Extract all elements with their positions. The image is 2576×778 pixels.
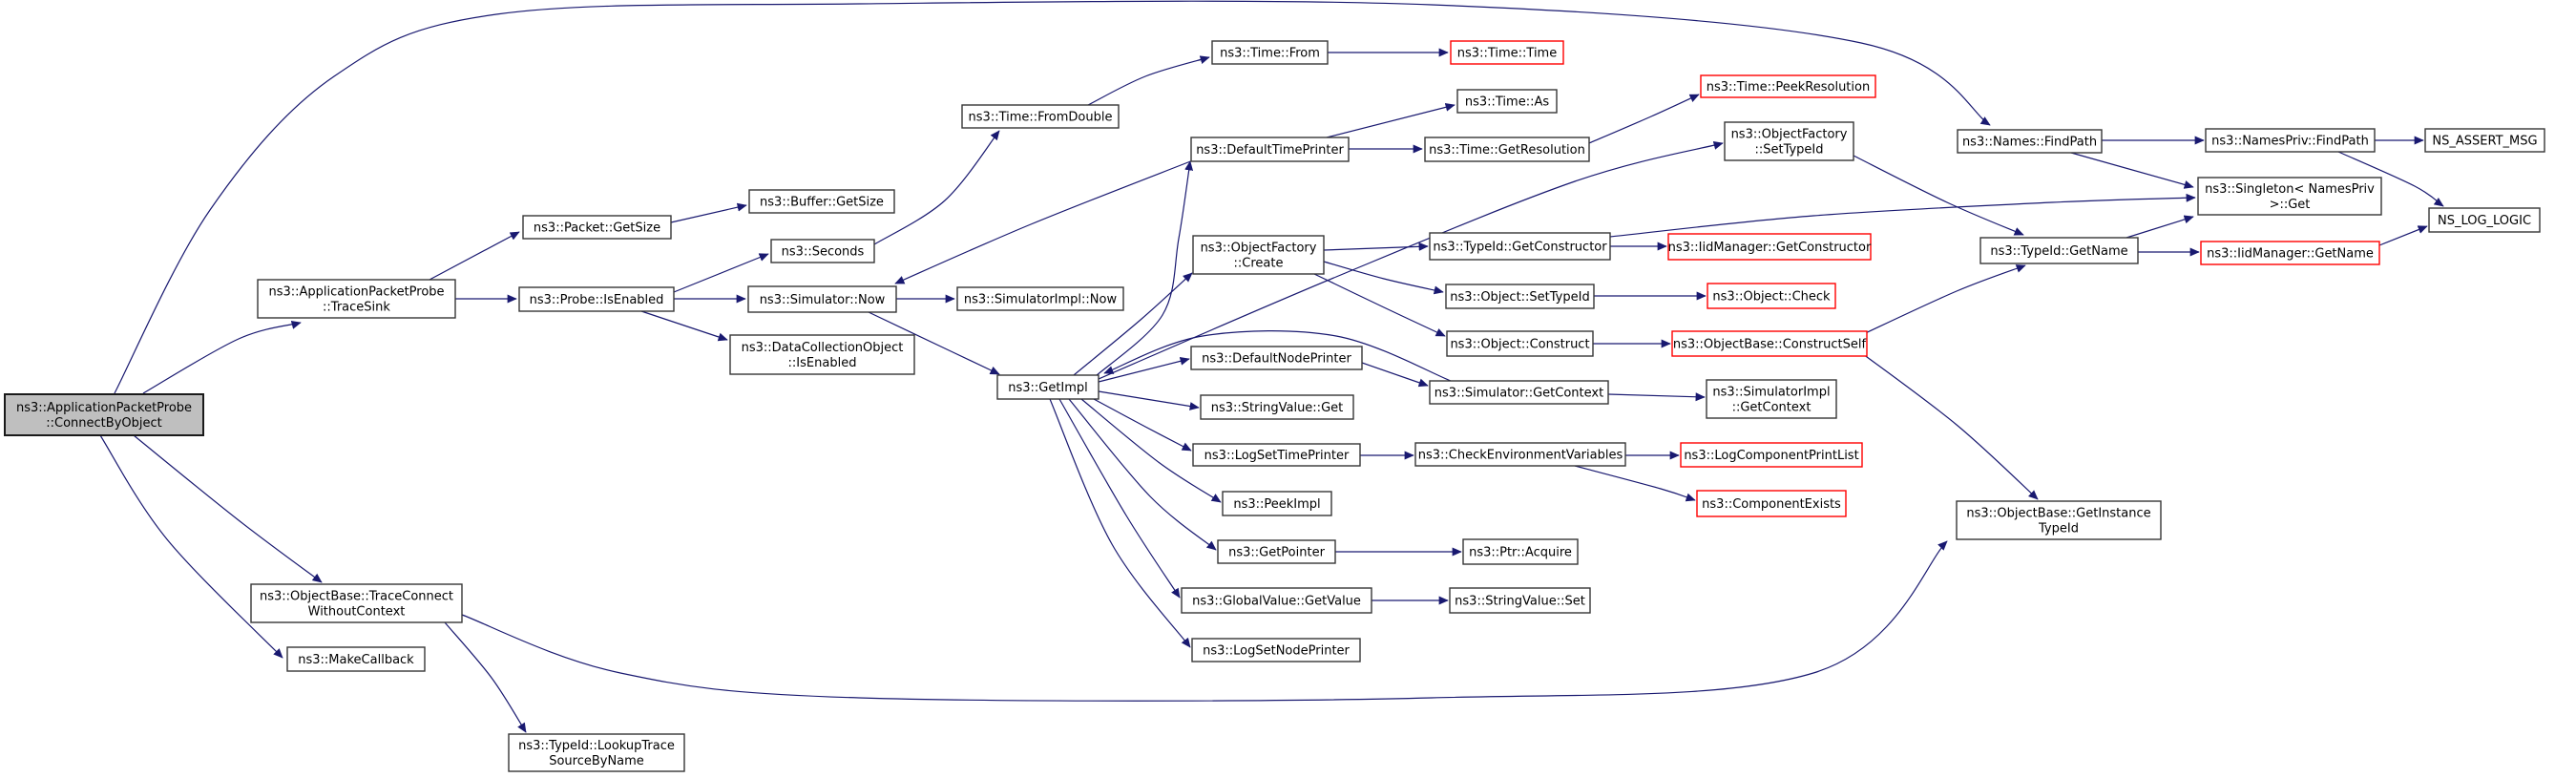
- node-label: ns3::Names::FindPath: [1961, 135, 2098, 150]
- node-label: ns3::DefaultNodePrinter: [1202, 351, 1351, 367]
- node-time-get-resolution[interactable]: [1425, 137, 1589, 161]
- edge-get-impl-to-default-time-printer: [1096, 161, 1190, 376]
- node-label: >::Get: [2269, 198, 2311, 212]
- node-label: ns3::SimulatorImpl::Now: [963, 292, 1118, 307]
- node-component-exists[interactable]: [1697, 491, 1846, 516]
- node-label: ns3::IidManager::GetName: [2207, 246, 2374, 262]
- node-object-check[interactable]: [1707, 284, 1835, 308]
- node-type-id-get-constructor[interactable]: [1430, 233, 1610, 260]
- node-label: ns3::Object::SetTypeId: [1450, 290, 1590, 305]
- edge-probe-is-enabled-to-data-collection-object-is-enabled: [641, 311, 727, 340]
- edge-iid-manager-get-name-to-ns-log-logic: [2379, 226, 2427, 245]
- edge-names-find-path-to-singleton-names-priv-get: [2071, 153, 2193, 187]
- node-time-from[interactable]: [1212, 41, 1328, 64]
- node-ns-assert-msg[interactable]: [2425, 129, 2545, 152]
- node-label: ns3::DefaultTimePrinter: [1196, 143, 1344, 158]
- node-object-base-construct-self[interactable]: [1672, 331, 1867, 356]
- node-label: ns3::Simulator::GetContext: [1434, 386, 1604, 401]
- node-time-time[interactable]: [1451, 41, 1563, 64]
- node-trace-sink[interactable]: [258, 280, 455, 318]
- node-label: ns3::NamesPriv::FindPath: [2211, 134, 2369, 149]
- node-label: ns3::Singleton< NamesPriv: [2205, 182, 2375, 197]
- node-label: ns3::Time::As: [1464, 95, 1550, 110]
- node-label: ns3::Object::Check: [1712, 289, 1831, 305]
- node-label: ns3::ObjectFactory: [1730, 127, 1848, 142]
- node-names-priv-find-path[interactable]: [2206, 129, 2375, 152]
- edge-get-impl-to-global-value-get-value: [1059, 399, 1180, 598]
- node-label: ns3::Ptr::Acquire: [1469, 545, 1572, 560]
- edge-get-impl-to-log-set-node-printer: [1050, 399, 1190, 647]
- edge-object-factory-set-type-id-to-type-id-get-name: [1853, 156, 2023, 235]
- node-make-callback[interactable]: [287, 647, 425, 671]
- edge-trace-connect-without-context-to-object-base-get-instance-type-id: [462, 541, 1947, 701]
- node-connect-by-object[interactable]: [5, 394, 203, 435]
- node-label: ns3::ObjectBase::ConstructSelf: [1672, 337, 1867, 352]
- edge-connect-by-object-to-make-callback: [100, 435, 283, 658]
- node-label: TypeId: [2039, 521, 2079, 536]
- node-label: ns3::Time::PeekResolution: [1706, 80, 1871, 95]
- node-get-pointer[interactable]: [1218, 540, 1335, 563]
- node-get-impl[interactable]: [997, 375, 1099, 399]
- node-label: ::ConnectByObject: [46, 416, 162, 431]
- node-peek-impl[interactable]: [1223, 492, 1331, 515]
- node-label: ns3::CheckEnvironmentVariables: [1417, 448, 1623, 463]
- node-time-as[interactable]: [1457, 90, 1557, 113]
- node-time-peek-resolution[interactable]: [1701, 75, 1875, 97]
- node-label: ns3::GetPointer: [1228, 545, 1325, 560]
- node-label: ns3::DataCollectionObject: [741, 341, 904, 355]
- node-label: ::Create: [1233, 256, 1284, 271]
- node-probe-is-enabled[interactable]: [519, 287, 674, 311]
- node-label: ns3::PeekImpl: [1233, 497, 1321, 512]
- node-label: ::SetTypeId: [1754, 142, 1824, 158]
- node-label: ns3::Simulator::Now: [759, 293, 886, 307]
- node-label: ns3::StringValue::Set: [1455, 594, 1585, 609]
- node-label: ns3::LogSetTimePrinter: [1204, 449, 1350, 463]
- node-simulator-impl-now[interactable]: [957, 287, 1123, 310]
- node-time-from-double[interactable]: [962, 105, 1119, 128]
- node-object-factory-set-type-id[interactable]: [1725, 122, 1853, 160]
- edge-get-impl-to-get-pointer: [1069, 399, 1216, 550]
- edge-seconds-to-time-from-double: [874, 131, 999, 244]
- node-label: ns3::LogComponentPrintList: [1684, 449, 1859, 463]
- node-label: ns3::Time::GetResolution: [1429, 143, 1585, 158]
- node-names-find-path[interactable]: [1958, 130, 2102, 153]
- node-string-value-set[interactable]: [1450, 588, 1590, 613]
- node-label: ns3::ComponentExists: [1702, 497, 1841, 512]
- node-default-time-printer[interactable]: [1191, 137, 1349, 161]
- node-log-set-node-printer[interactable]: [1192, 639, 1360, 662]
- edge-object-base-construct-self-to-type-id-get-name: [1859, 265, 2025, 336]
- node-log-set-time-printer[interactable]: [1193, 444, 1360, 466]
- node-label: ns3::Seconds: [781, 244, 865, 260]
- node-packet-get-size[interactable]: [523, 216, 671, 239]
- edge-check-environment-variables-to-component-exists: [1575, 466, 1695, 500]
- node-object-set-type-id[interactable]: [1446, 284, 1594, 308]
- node-label: ::GetContext: [1731, 400, 1812, 415]
- node-simulator-now[interactable]: [748, 286, 896, 312]
- edge-object-base-construct-self-to-object-base-get-instance-type-id: [1859, 351, 2038, 499]
- node-type-id-lookup-trace-source-by-name[interactable]: [509, 734, 684, 771]
- node-label: ns3::ApplicationPacketProbe: [15, 401, 193, 415]
- node-label: ns3::ApplicationPacketProbe: [268, 284, 445, 300]
- edge-type-id-get-constructor-to-singleton-names-priv-get: [1610, 198, 2195, 237]
- edge-simulator-get-context-to-simulator-impl-get-context: [1608, 394, 1705, 397]
- node-label: ns3::Object::Construct: [1450, 337, 1590, 352]
- node-object-construct[interactable]: [1447, 331, 1593, 356]
- edge-get-impl-to-string-value-get: [1099, 391, 1199, 408]
- node-iid-manager-get-constructor[interactable]: [1668, 234, 1872, 260]
- node-label: SourceByName: [549, 754, 644, 768]
- node-global-value-get-value[interactable]: [1182, 588, 1372, 613]
- edge-time-from-double-to-time-from: [1088, 57, 1209, 105]
- node-label: ns3::LogSetNodePrinter: [1203, 643, 1350, 659]
- edge-packet-get-size-to-buffer-get-size: [671, 205, 746, 222]
- node-object-base-get-instance-type-id[interactable]: [1957, 501, 2161, 539]
- node-log-component-print-list[interactable]: [1681, 443, 1862, 467]
- node-label: ns3::MakeCallback: [298, 653, 414, 667]
- node-label: ns3::Buffer::GetSize: [760, 195, 884, 210]
- node-type-id-get-name[interactable]: [1980, 238, 2138, 263]
- edge-connect-by-object-to-trace-connect-without-context: [134, 435, 322, 582]
- node-label: ns3::Packet::GetSize: [533, 221, 661, 236]
- node-label: ns3::GetImpl: [1008, 381, 1088, 395]
- edge-time-get-resolution-to-time-peek-resolution: [1589, 95, 1699, 143]
- node-label: ns3::ObjectBase::GetInstance: [1966, 506, 2151, 521]
- edge-default-time-printer-to-simulator-now: [895, 160, 1193, 284]
- node-trace-connect-without-context[interactable]: [251, 584, 462, 622]
- node-data-collection-object-is-enabled[interactable]: [730, 335, 914, 374]
- edge-object-factory-create-to-type-id-get-constructor: [1324, 246, 1428, 250]
- node-label: ns3::Time::Time: [1456, 46, 1558, 61]
- node-default-node-printer[interactable]: [1191, 347, 1362, 369]
- node-label: NS_ASSERT_MSG: [2432, 134, 2538, 149]
- edge-object-factory-create-to-object-construct: [1314, 274, 1445, 336]
- node-ns-log-logic[interactable]: [2429, 208, 2540, 232]
- node-label: ns3::IidManager::GetConstructor: [1667, 241, 1872, 255]
- node-string-value-get[interactable]: [1201, 395, 1353, 419]
- edge-get-impl-to-log-set-time-printer: [1094, 399, 1191, 451]
- edge-trace-connect-without-context-to-type-id-lookup-trace-source-by-name: [445, 622, 526, 732]
- node-iid-manager-get-name[interactable]: [2201, 242, 2379, 264]
- node-object-factory-create[interactable]: [1193, 236, 1324, 274]
- node-label: WithoutContext: [307, 604, 406, 620]
- edge-trace-sink-to-packet-get-size: [429, 232, 519, 280]
- node-simulator-get-context[interactable]: [1430, 381, 1608, 404]
- node-label: ns3::ObjectBase::TraceConnect: [259, 589, 454, 604]
- node-ptr-acquire[interactable]: [1463, 539, 1578, 564]
- edge-connect-by-object-to-trace-sink: [143, 323, 301, 393]
- node-label: NS_LOG_LOGIC: [2437, 214, 2532, 228]
- node-label: ns3::TypeId::GetConstructor: [1433, 240, 1607, 255]
- node-label: ns3::ObjectFactory: [1200, 241, 1317, 256]
- node-label: ns3::Probe::IsEnabled: [529, 293, 664, 307]
- node-label: ns3::Time::From: [1220, 46, 1320, 61]
- node-label: ns3::TypeId::GetName: [1990, 244, 2128, 259]
- node-check-environment-variables[interactable]: [1415, 443, 1625, 466]
- node-label: ns3::GlobalValue::GetValue: [1192, 594, 1361, 609]
- edge-default-time-printer-to-time-as: [1327, 105, 1455, 137]
- node-label: ::IsEnabled: [787, 356, 857, 370]
- node-simulator-impl-get-context[interactable]: [1707, 380, 1836, 418]
- node-label: ns3::StringValue::Get: [1210, 401, 1344, 415]
- node-seconds[interactable]: [771, 240, 874, 263]
- node-buffer-get-size[interactable]: [749, 190, 894, 213]
- node-label: ns3::SimulatorImpl: [1712, 385, 1831, 400]
- node-label: ns3::Time::FromDouble: [968, 110, 1113, 125]
- node-label: ns3::TypeId::LookupTrace: [518, 739, 675, 753]
- edge-type-id-get-name-to-singleton-names-priv-get: [2126, 217, 2193, 238]
- node-singleton-names-priv-get[interactable]: [2198, 178, 2381, 215]
- node-label: ::TraceSink: [323, 300, 390, 315]
